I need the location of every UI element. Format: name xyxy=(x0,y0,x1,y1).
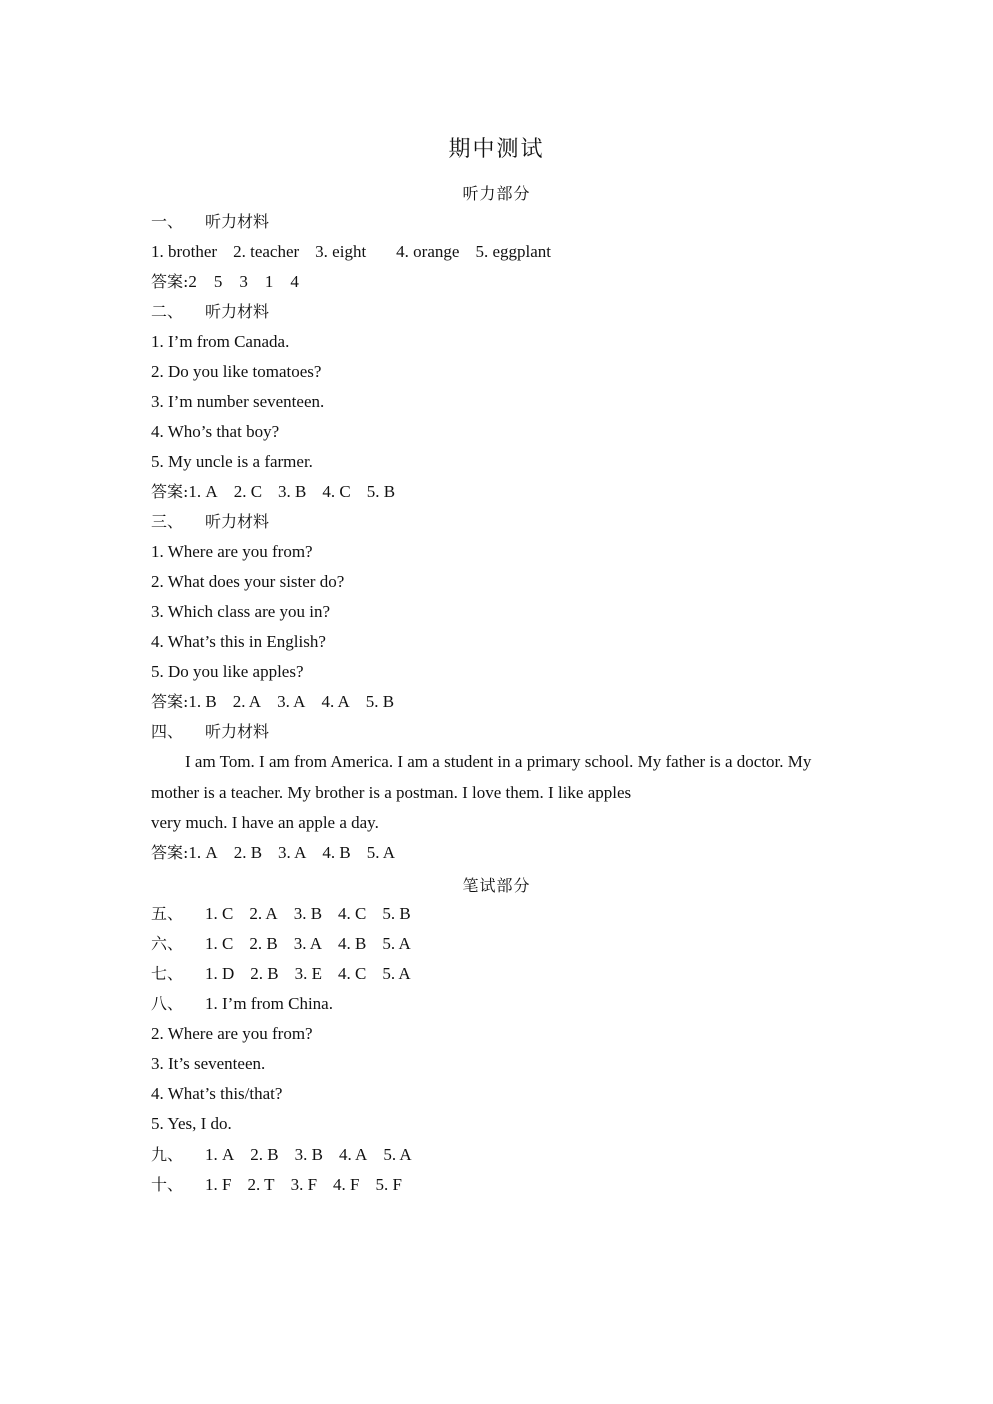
answer-item: 4. C xyxy=(322,482,351,501)
answer-item: 1. A xyxy=(188,843,218,862)
answer-item: 3. A xyxy=(293,934,323,953)
list-item: 5. Do you like apples? xyxy=(151,662,304,681)
section-label: 十、 xyxy=(151,1175,184,1194)
answer-item: 1. B xyxy=(188,692,217,711)
list-item: 1. brother xyxy=(151,242,218,261)
section-2-header xyxy=(151,301,269,323)
list-item: 1. I’m from Canada. xyxy=(151,332,290,351)
answer-item: 5. A xyxy=(382,964,411,983)
passage-line: very much. I have an apple a day. xyxy=(151,813,379,832)
list-item: 3. Which class are you in? xyxy=(151,602,331,621)
section-3-answers xyxy=(151,691,394,713)
list-item: 2. Where are you from? xyxy=(151,1024,313,1043)
answer-item: 5. A xyxy=(366,843,396,862)
section-name: 听力材料 xyxy=(205,722,270,741)
list-item: 4. orange xyxy=(396,242,460,261)
answer-item: 2. B xyxy=(249,934,278,953)
answer-item: 4 xyxy=(290,272,299,291)
answer-item: 5. B xyxy=(366,482,396,501)
section-name: 听力材料 xyxy=(205,512,270,531)
answer-item: 3. A xyxy=(278,843,307,862)
section-4-answers xyxy=(151,842,395,864)
section-label: 一、 xyxy=(151,212,184,231)
page-title: 期中测试 xyxy=(448,137,545,162)
answer-item: 3. E xyxy=(294,964,323,983)
section-1-answers xyxy=(151,271,299,293)
answer-item: 3. F xyxy=(290,1175,318,1194)
list-item: 1. I’m from China. xyxy=(205,994,333,1013)
answer-item: 5 xyxy=(213,272,223,291)
list-item: 4. What’s this/that? xyxy=(151,1084,283,1103)
list-item: 1. Where are you from? xyxy=(151,542,313,561)
list-item: 2. teacher xyxy=(233,242,300,261)
section-9-answers xyxy=(151,1144,412,1166)
writing-heading: 笔试部分 xyxy=(462,876,531,895)
answer-item: 2. C xyxy=(233,482,263,501)
answer-label: 答案: xyxy=(151,272,189,291)
answer-item: 2. A xyxy=(232,692,262,711)
section-name: 听力材料 xyxy=(205,212,270,231)
list-item: 3. eight xyxy=(315,242,367,261)
section-name: 听力材料 xyxy=(205,302,270,321)
answer-item: 5. A xyxy=(383,1145,412,1164)
section-label: 五、 xyxy=(151,904,184,923)
answer-label: 答案: xyxy=(151,692,189,711)
section-label: 六、 xyxy=(151,934,184,953)
answer-item: 4. B xyxy=(338,934,367,953)
answer-item: 3. B xyxy=(294,1145,323,1164)
list-item: 3. I’m number seventeen. xyxy=(151,392,325,411)
list-item: 4. Who’s that boy? xyxy=(151,422,280,441)
section-label: 八、 xyxy=(151,994,184,1013)
answer-item: 3. B xyxy=(278,482,307,501)
list-item: 5. Yes, I do. xyxy=(151,1114,232,1133)
answer-item: 2 xyxy=(188,272,197,291)
list-item: 3. It’s seventeen. xyxy=(151,1054,266,1073)
section-1-header xyxy=(151,211,269,233)
section-6-answers xyxy=(151,933,411,955)
section-label: 三、 xyxy=(151,512,184,531)
passage-line: mother is a teacher. My brother is a postman. I love them. I like apples xyxy=(151,783,632,802)
list-item: 4. What’s this in English? xyxy=(151,632,326,651)
answer-label: 答案: xyxy=(151,482,189,501)
answer-item: 2. B xyxy=(250,964,279,983)
section-2-answers xyxy=(151,481,395,503)
section-3-header xyxy=(151,511,269,533)
listening-heading: 听力部分 xyxy=(462,184,531,203)
section-label: 二、 xyxy=(151,302,184,321)
answer-item: 5. A xyxy=(382,934,411,953)
answer-item: 1. D xyxy=(205,964,235,983)
answer-item: 4. C xyxy=(338,964,367,983)
section-label: 四、 xyxy=(151,722,184,741)
answer-item: 4. C xyxy=(338,904,367,923)
list-item: 5. My uncle is a farmer. xyxy=(151,452,313,471)
answer-item: 1. C xyxy=(205,904,234,923)
answer-item: 2. B xyxy=(233,843,263,862)
section-5-answers xyxy=(151,903,411,925)
answer-item: 2. T xyxy=(247,1175,275,1194)
list-item: 5. eggplant xyxy=(475,242,551,261)
answer-item: 2. B xyxy=(250,1145,279,1164)
answer-item: 3 xyxy=(239,272,248,291)
answer-item: 5. F xyxy=(375,1175,402,1194)
list-item: 2. Do you like tomatoes? xyxy=(151,362,322,381)
section-8-header xyxy=(151,993,333,1015)
list-item: 2. What does your sister do? xyxy=(151,572,345,591)
answer-item: 1. C xyxy=(205,934,234,953)
answer-item: 2. A xyxy=(249,904,278,923)
answer-item: 4. A xyxy=(338,1145,368,1164)
section-7-answers xyxy=(151,963,411,985)
passage-line: I am Tom. I am from America. I am a student in a primary school. My father is a doctor. My xyxy=(185,752,812,771)
answer-item: 4. B xyxy=(322,843,351,862)
section-label: 七、 xyxy=(151,964,184,983)
answer-item: 5. B xyxy=(365,692,395,711)
section-1-items xyxy=(151,241,551,263)
answer-item: 1. F xyxy=(205,1175,232,1194)
section-4-header xyxy=(151,721,269,743)
answer-item: 1. A xyxy=(205,1145,235,1164)
answer-item: 4. A xyxy=(321,692,350,711)
section-10-answers xyxy=(151,1174,402,1196)
section-label: 九、 xyxy=(151,1145,184,1164)
answer-item: 1 xyxy=(264,272,274,291)
answer-label: 答案: xyxy=(151,843,189,862)
answer-item: 4. F xyxy=(333,1175,360,1194)
answer-item: 5. B xyxy=(382,904,411,923)
answer-item: 3. B xyxy=(293,904,323,923)
answer-item: 3. A xyxy=(277,692,306,711)
answer-item: 1. A xyxy=(188,482,218,501)
